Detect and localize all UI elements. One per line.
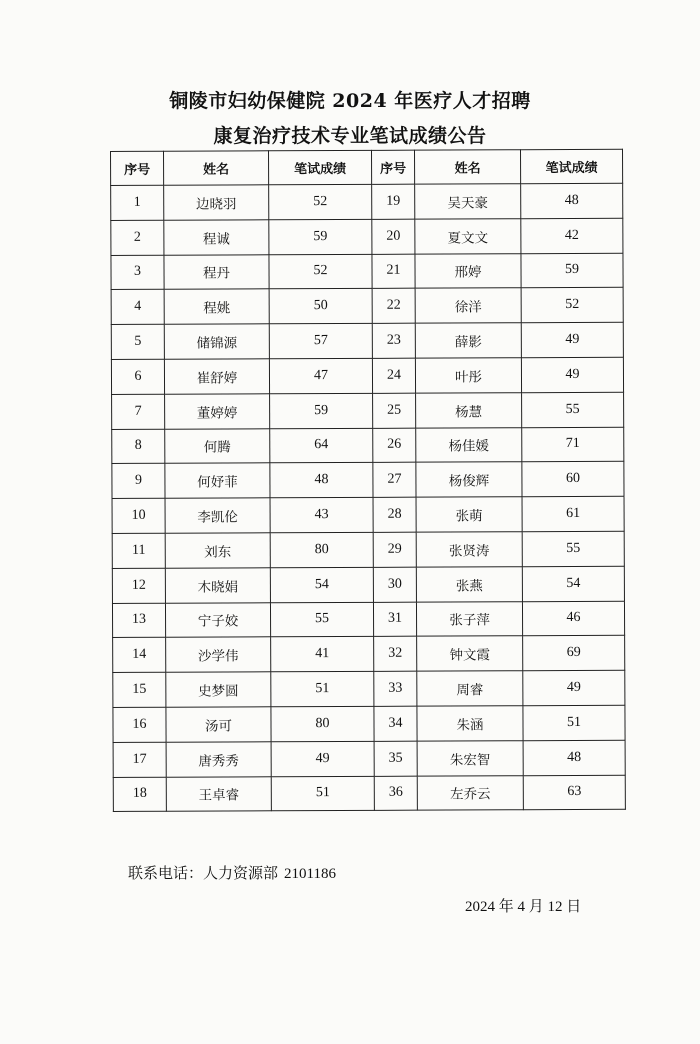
table-row: [111, 357, 623, 394]
cell-index-right: 22: [372, 289, 415, 324]
table-header-row: [111, 149, 623, 185]
cell-name-left: 边晓羽: [164, 185, 269, 220]
cell-index-left: 14: [113, 638, 166, 673]
table-row: [112, 462, 624, 499]
contact-label: 联系电话：人力资源部: [128, 864, 279, 882]
cell-score-left: 52: [269, 254, 372, 289]
table-row: [111, 218, 623, 255]
cell-name-left: 董婷婷: [165, 394, 270, 429]
cell-score-right: 42: [521, 218, 623, 253]
cell-score-left: 80: [270, 532, 373, 567]
cell-score-right: 48: [523, 740, 625, 775]
cell-score-left: 50: [269, 289, 372, 324]
cell-name-right: 杨俊辉: [416, 462, 522, 497]
document-title-line2: 康复治疗技术专业笔试成绩公告: [213, 125, 487, 147]
cell-name-left: 沙学伟: [166, 637, 271, 672]
cell-name-right: 朱宏智: [417, 740, 523, 775]
cell-index-left: 16: [113, 707, 166, 742]
header-name-left: 姓名: [164, 151, 269, 185]
cell-name-right: 张子萍: [416, 601, 522, 636]
cell-score-left: 51: [271, 776, 374, 811]
cell-index-right: 20: [372, 219, 415, 254]
cell-name-left: 汤可: [166, 707, 271, 742]
cell-name-left: 李凯伦: [165, 498, 270, 533]
header-index-left: 序号: [111, 151, 164, 185]
cell-index-left: 17: [113, 742, 166, 777]
table-row: [111, 288, 623, 325]
cell-name-right: 邢婷: [415, 253, 521, 288]
cell-score-right: 49: [521, 322, 623, 357]
cell-score-right: 59: [521, 253, 623, 288]
cell-index-right: 36: [374, 776, 417, 811]
cell-name-right: 薛影: [415, 323, 521, 358]
cell-score-right: 69: [523, 636, 625, 671]
table-row: [111, 183, 623, 220]
cell-score-right: 71: [522, 427, 624, 462]
cell-index-left: 13: [112, 603, 165, 638]
document-title-line1: 铜陵市妇幼保健院 2024 年医疗人才招聘: [169, 90, 531, 112]
cell-index-left: 5: [111, 324, 164, 359]
table-row: [113, 775, 625, 812]
cell-name-right: 张贤涛: [416, 532, 522, 567]
score-table-body: [111, 183, 626, 812]
cell-name-right: 杨佳媛: [416, 427, 522, 462]
cell-score-right: 52: [521, 288, 623, 323]
header-score-right: 笔试成绩: [520, 149, 622, 183]
cell-index-left: 8: [112, 429, 165, 464]
table-row: [111, 322, 623, 359]
cell-score-left: 47: [269, 358, 372, 393]
cell-index-right: 19: [372, 184, 415, 219]
cell-index-left: 11: [112, 533, 165, 568]
cell-name-left: 程姚: [164, 289, 269, 324]
cell-name-left: 何妤菲: [165, 463, 270, 498]
cell-score-right: 48: [521, 183, 623, 218]
cell-index-left: 6: [111, 359, 164, 394]
cell-index-right: 21: [372, 254, 415, 289]
cell-score-right: 49: [521, 357, 623, 392]
cell-score-left: 59: [270, 393, 373, 428]
cell-name-left: 程丹: [164, 254, 269, 289]
cell-score-left: 51: [271, 672, 374, 707]
cell-name-right: 左乔云: [417, 775, 523, 810]
cell-index-left: 4: [111, 290, 164, 325]
table-row: [112, 496, 624, 533]
table-row: [113, 670, 625, 707]
cell-index-left: 7: [112, 394, 165, 429]
cell-name-left: 崔舒婷: [164, 359, 269, 394]
table-row: [112, 531, 624, 568]
cell-index-left: 3: [111, 255, 164, 290]
cell-index-left: 1: [111, 185, 164, 220]
cell-name-right: 张燕: [416, 566, 522, 601]
cell-index-left: 2: [111, 220, 164, 255]
cell-score-left: 57: [269, 324, 372, 359]
cell-index-right: 24: [372, 358, 415, 393]
cell-name-left: 宁子姣: [165, 602, 270, 637]
cell-index-right: 31: [373, 602, 416, 637]
cell-name-right: 叶彤: [415, 358, 521, 393]
cell-index-left: 15: [113, 672, 166, 707]
cell-score-left: 41: [271, 637, 374, 672]
cell-score-left: 54: [270, 567, 373, 602]
score-table: [110, 149, 626, 813]
header-name-right: 姓名: [414, 150, 520, 184]
contact-phone: 2101186: [284, 866, 336, 882]
cell-name-left: 储锦源: [164, 324, 269, 359]
cell-index-right: 33: [374, 671, 417, 706]
cell-score-right: 51: [523, 705, 625, 740]
cell-score-left: 64: [270, 428, 373, 463]
cell-index-right: 34: [374, 706, 417, 741]
header-index-right: 序号: [371, 150, 414, 184]
cell-name-right: 吴天豪: [415, 184, 521, 219]
table-row: [112, 392, 624, 429]
cell-score-right: 63: [523, 775, 625, 810]
cell-index-right: 28: [373, 497, 416, 532]
cell-score-left: 43: [270, 498, 373, 533]
cell-name-right: 朱涵: [417, 706, 523, 741]
contact-line: [128, 862, 336, 883]
cell-name-right: 周睿: [417, 671, 523, 706]
cell-score-right: 49: [523, 670, 625, 705]
cell-index-right: 29: [373, 532, 416, 567]
cell-index-right: 35: [374, 741, 417, 776]
cell-index-right: 25: [373, 393, 416, 428]
cell-name-left: 程诚: [164, 220, 269, 255]
cell-index-left: 12: [112, 568, 165, 603]
cell-index-right: 23: [372, 323, 415, 358]
cell-score-right: 61: [522, 496, 624, 531]
table-row: [112, 601, 624, 638]
cell-score-right: 60: [522, 462, 624, 497]
cell-index-right: 27: [373, 463, 416, 498]
table-row: [113, 740, 625, 777]
cell-name-left: 唐秀秀: [166, 742, 271, 777]
cell-score-left: 80: [271, 706, 374, 741]
cell-name-left: 刘东: [165, 533, 270, 568]
cell-index-left: 18: [113, 777, 166, 812]
cell-name-right: 杨慧: [416, 392, 522, 427]
cell-score-left: 59: [269, 219, 372, 254]
cell-name-left: 何腾: [165, 428, 270, 463]
cell-name-right: 钟文霞: [417, 636, 523, 671]
cell-name-right: 徐洋: [415, 288, 521, 323]
table-row: [113, 705, 625, 742]
table-row: [112, 566, 624, 603]
cell-name-right: 张萌: [416, 497, 522, 532]
header-score-left: 笔试成绩: [269, 150, 372, 184]
cell-score-right: 55: [522, 531, 624, 566]
cell-name-left: 王卓睿: [166, 776, 271, 811]
cell-name-left: 木晓娟: [165, 568, 270, 603]
cell-name-right: 夏文文: [415, 219, 521, 254]
cell-index-left: 10: [112, 498, 165, 533]
cell-name-left: 史梦圆: [166, 672, 271, 707]
cell-score-left: 55: [270, 602, 373, 637]
table-row: [111, 253, 623, 290]
cell-score-right: 46: [522, 601, 624, 636]
cell-score-left: 49: [271, 741, 374, 776]
cell-score-right: 54: [522, 566, 624, 601]
cell-index-right: 26: [373, 428, 416, 463]
table-row: [112, 427, 624, 464]
cell-index-left: 9: [112, 464, 165, 499]
table-row: [113, 636, 625, 673]
cell-score-left: 48: [270, 463, 373, 498]
cell-score-left: 52: [269, 184, 372, 219]
cell-score-right: 55: [522, 392, 624, 427]
cell-index-right: 32: [374, 637, 417, 672]
cell-index-right: 30: [373, 567, 416, 602]
issue-date: 2024 年 4 月 12 日: [465, 899, 582, 915]
